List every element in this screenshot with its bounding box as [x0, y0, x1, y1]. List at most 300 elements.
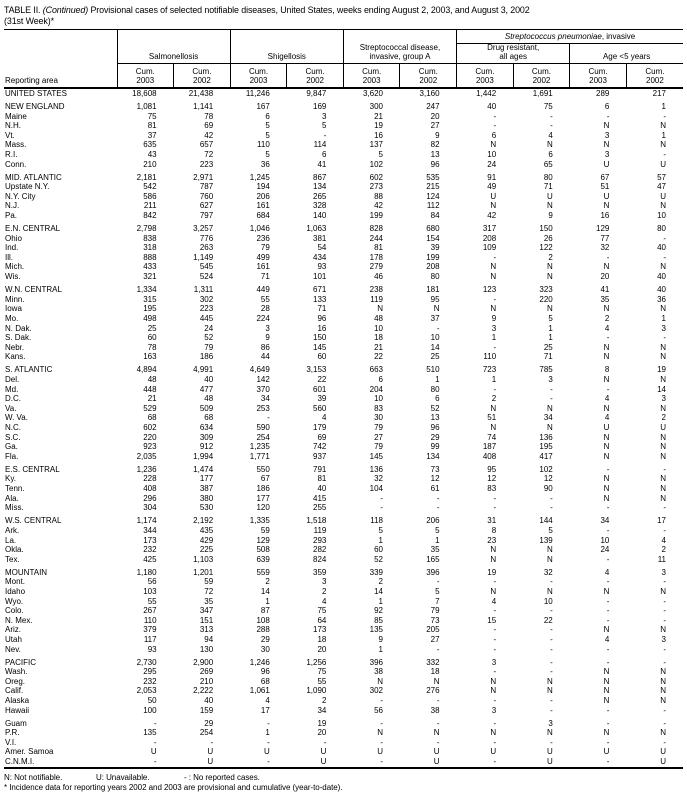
- value-cell: -: [663, 111, 666, 121]
- value-cell: N: [660, 686, 666, 696]
- value-cell: 23: [487, 535, 497, 545]
- value-cell: 20: [317, 644, 327, 654]
- table-row: [4, 253, 683, 263]
- value-cell: 508: [256, 545, 270, 555]
- value-cell: 11: [657, 554, 666, 564]
- value-cell: 84: [430, 211, 440, 220]
- value-cell: 4: [604, 413, 610, 423]
- value-cell: U: [150, 747, 157, 757]
- value-cell: N: [603, 493, 610, 503]
- table-row: [4, 516, 683, 526]
- reporting-area-cell: PACIFIC: [5, 657, 36, 667]
- table-row: [4, 272, 683, 282]
- value-cell: 206: [256, 191, 270, 201]
- value-cell: 49: [487, 182, 497, 192]
- value-cell: 68: [147, 413, 157, 423]
- value-cell: -: [493, 384, 497, 394]
- value-cell: 7: [435, 596, 440, 606]
- value-cell: 117: [143, 634, 157, 644]
- value-cell: 48: [204, 394, 214, 404]
- table-row: [4, 686, 683, 696]
- reporting-area-cell: Wyo.: [5, 596, 24, 606]
- value-cell: -: [153, 718, 157, 728]
- value-cell: 204: [369, 384, 383, 394]
- value-cell: 46: [374, 272, 383, 282]
- table-title-line1: TABLE II. (Continued) Provisional cases of selected notifiable diseases, United States, weeks ending August 2, 2003, and August 3, 2002: [4, 5, 530, 15]
- value-cell: -: [550, 644, 553, 654]
- value-cell: -: [606, 757, 610, 767]
- value-cell: 3,153: [306, 365, 327, 375]
- table-row: [4, 706, 683, 716]
- value-cell: 838: [143, 233, 157, 243]
- value-cell: -: [493, 644, 497, 654]
- value-cell: 3,257: [193, 224, 214, 234]
- value-cell: N: [490, 140, 497, 150]
- reporting-area-cell: Mass.: [5, 140, 27, 150]
- value-cell: 4: [321, 413, 327, 423]
- value-cell: -: [380, 493, 383, 503]
- value-cell: 40: [657, 243, 666, 253]
- value-cell: 477: [199, 384, 214, 394]
- value-cell: 842: [143, 211, 157, 220]
- value-cell: 34: [260, 394, 270, 404]
- value-cell: 1,063: [306, 224, 327, 234]
- table-row: [4, 160, 683, 170]
- value-cell: 55: [260, 294, 270, 304]
- table-row: [4, 645, 683, 655]
- value-cell: 684: [256, 211, 270, 220]
- value-cell: -: [663, 252, 666, 262]
- value-cell: 93: [317, 262, 327, 272]
- cum-column-header: Cum. 2002: [174, 64, 231, 88]
- table-row: [4, 545, 683, 555]
- table-row: [4, 343, 683, 353]
- value-cell: 602: [369, 172, 383, 182]
- value-cell: 38: [374, 667, 383, 677]
- value-cell: 42: [487, 211, 497, 220]
- value-cell: 590: [256, 422, 270, 432]
- value-cell: -: [210, 737, 214, 747]
- value-cell: 387: [199, 484, 214, 494]
- value-cell: 109: [482, 243, 497, 253]
- value-cell: 1,246: [249, 657, 270, 667]
- reporting-area-cell: Amer. Samoa: [5, 747, 54, 757]
- value-cell: 1,474: [193, 464, 214, 474]
- value-cell: N: [490, 545, 497, 555]
- value-cell: 136: [369, 464, 383, 474]
- value-cell: 224: [256, 313, 270, 323]
- value-cell: 96: [260, 667, 270, 677]
- value-cell: -: [606, 737, 610, 747]
- value-cell: 6: [491, 130, 497, 140]
- reporting-area-cell: NEW ENGLAND: [5, 101, 65, 111]
- value-cell: 144: [539, 516, 553, 526]
- table-row: [4, 211, 683, 221]
- notifiable-diseases-table: [4, 29, 683, 768]
- value-cell: 40: [657, 272, 666, 282]
- value-cell: 75: [543, 101, 553, 111]
- value-cell: 57: [657, 172, 666, 182]
- value-cell: 247: [426, 101, 440, 111]
- value-cell: 51: [487, 413, 497, 423]
- value-cell: 22: [317, 375, 327, 384]
- value-cell: -: [493, 606, 497, 616]
- value-cell: 18,608: [132, 88, 157, 98]
- value-cell: N: [660, 442, 666, 452]
- value-cell: 91: [487, 172, 497, 182]
- value-cell: 60: [317, 352, 327, 362]
- value-cell: 1,771: [249, 451, 270, 461]
- value-cell: 79: [430, 606, 440, 616]
- value-cell: 429: [199, 535, 214, 545]
- value-cell: 72: [204, 149, 214, 159]
- cum-column-header: Cum. 2003: [343, 64, 400, 88]
- value-cell: N: [603, 403, 610, 413]
- value-cell: N: [377, 304, 383, 314]
- value-cell: -: [550, 394, 553, 404]
- value-cell: -: [606, 705, 610, 715]
- value-cell: 379: [143, 625, 157, 635]
- value-cell: 524: [199, 272, 214, 282]
- value-cell: 530: [199, 503, 214, 513]
- value-cell: 80: [657, 224, 666, 234]
- value-cell: -: [267, 413, 270, 423]
- value-cell: 4: [321, 596, 327, 606]
- reporting-area-cell: Fla.: [5, 451, 19, 461]
- value-cell: 2,971: [193, 172, 214, 182]
- value-cell: 1,141: [193, 101, 214, 111]
- value-cell: 21: [374, 111, 383, 121]
- value-cell: -: [663, 503, 666, 513]
- value-cell: 9: [265, 333, 270, 343]
- value-cell: -: [663, 718, 666, 728]
- table-row: [4, 333, 683, 343]
- value-cell: 220: [143, 432, 157, 442]
- value-cell: 71: [543, 352, 553, 362]
- table-row: [4, 606, 683, 616]
- value-cell: 19: [657, 365, 666, 375]
- value-cell: 867: [313, 172, 327, 182]
- value-cell: N: [603, 696, 610, 705]
- reporting-area-cell: N.J.: [5, 201, 20, 211]
- value-cell: N: [546, 272, 553, 282]
- value-cell: 223: [199, 159, 214, 169]
- value-cell: 289: [596, 88, 610, 98]
- value-cell: 41: [317, 159, 327, 169]
- value-cell: 30: [260, 644, 270, 654]
- reporting-area-cell: Ohio: [5, 233, 22, 243]
- value-cell: 68: [204, 413, 214, 423]
- value-cell: 114: [313, 140, 327, 150]
- value-cell: 1: [378, 644, 383, 654]
- reporting-area-cell: Ky.: [5, 474, 16, 484]
- value-cell: 83: [374, 403, 383, 413]
- value-cell: 29: [260, 634, 270, 644]
- value-cell: -: [493, 757, 497, 767]
- value-cell: 103: [143, 586, 157, 596]
- value-cell: 937: [313, 451, 327, 461]
- value-cell: 64: [317, 615, 327, 625]
- table-title-line2: (31st Week)*: [4, 15, 54, 26]
- value-cell: 81: [374, 243, 383, 253]
- value-cell: -: [436, 577, 440, 587]
- value-cell: N: [660, 451, 666, 461]
- value-cell: -: [493, 634, 497, 644]
- value-cell: 295: [143, 667, 157, 677]
- table-row: [4, 243, 683, 253]
- value-cell: -: [323, 737, 327, 747]
- reporting-area-cell: Calif.: [5, 686, 24, 696]
- reporting-area-cell: Md.: [5, 384, 19, 394]
- value-cell: 663: [369, 365, 383, 375]
- value-cell: 4: [548, 130, 553, 140]
- value-cell: 112: [426, 201, 440, 211]
- reporting-area-cell: Conn.: [5, 159, 27, 169]
- value-cell: N: [603, 667, 610, 677]
- value-cell: U: [603, 422, 610, 432]
- value-cell: 6: [265, 111, 270, 121]
- value-cell: 5: [435, 586, 440, 596]
- cum-column-header: Cum. 2002: [626, 64, 683, 88]
- table-row: [4, 757, 683, 768]
- reporting-area-cell: W.S. CENTRAL: [5, 516, 62, 526]
- value-cell: 135: [369, 625, 383, 635]
- value-cell: 1: [435, 375, 440, 384]
- table-row: [4, 719, 683, 729]
- value-cell: 12: [487, 474, 497, 484]
- value-cell: 60: [147, 333, 157, 343]
- value-cell: 79: [204, 342, 214, 352]
- value-cell: -: [550, 625, 553, 635]
- table-row: [4, 150, 683, 160]
- value-cell: N: [603, 728, 610, 738]
- value-cell: 47: [657, 182, 666, 192]
- value-cell: N: [603, 201, 610, 211]
- value-cell: 134: [313, 182, 327, 192]
- value-cell: N: [660, 140, 666, 150]
- value-cell: 18: [430, 667, 440, 677]
- reporting-area-cell: Wash.: [5, 667, 28, 677]
- value-cell: 119: [370, 294, 383, 304]
- value-cell: 145: [369, 451, 383, 461]
- table-row: [4, 112, 683, 122]
- value-cell: 54: [317, 243, 327, 253]
- value-cell: 78: [147, 342, 157, 352]
- value-cell: 20: [430, 111, 440, 121]
- value-cell: 145: [313, 342, 327, 352]
- value-cell: 140: [313, 211, 327, 220]
- value-cell: 38: [430, 705, 440, 715]
- value-cell: 332: [426, 657, 440, 667]
- value-cell: 1,518: [306, 516, 327, 526]
- value-cell: 293: [313, 535, 327, 545]
- value-cell: U: [660, 757, 666, 767]
- reporting-area-cell: S.C.: [5, 432, 21, 442]
- value-cell: 10: [374, 394, 383, 404]
- value-cell: 6: [378, 375, 383, 384]
- value-cell: 267: [143, 606, 157, 616]
- value-cell: N: [660, 432, 666, 442]
- value-cell: N: [377, 676, 383, 686]
- reporting-area-cell: Ark.: [5, 525, 20, 535]
- value-cell: 5: [548, 525, 553, 535]
- value-cell: U: [546, 191, 553, 201]
- value-cell: U: [433, 757, 440, 767]
- value-cell: 1,245: [249, 172, 270, 182]
- value-cell: 760: [199, 191, 214, 201]
- value-cell: 279: [369, 262, 383, 272]
- table-row: [4, 324, 683, 334]
- value-cell: 39: [317, 394, 327, 404]
- value-cell: 72: [204, 586, 214, 596]
- value-cell: 139: [539, 535, 553, 545]
- value-cell: 12: [543, 474, 553, 484]
- reporting-area-cell: R.I.: [5, 149, 18, 159]
- reporting-area-cell: UNITED STATES: [5, 88, 67, 98]
- value-cell: 27: [430, 121, 440, 131]
- value-cell: 208: [482, 233, 497, 243]
- value-cell: 2: [321, 696, 327, 705]
- value-cell: 359: [313, 567, 327, 577]
- value-cell: 78: [204, 111, 214, 121]
- value-cell: 42: [374, 201, 383, 211]
- value-cell: 21,438: [188, 88, 214, 98]
- value-cell: 173: [313, 625, 327, 635]
- value-cell: 36: [657, 294, 666, 304]
- value-cell: 13: [430, 149, 440, 159]
- value-cell: 205: [426, 625, 440, 635]
- value-cell: 179: [313, 422, 327, 432]
- value-cell: 3: [604, 149, 610, 159]
- value-cell: -: [550, 634, 553, 644]
- value-cell: 82: [430, 140, 440, 150]
- value-cell: 529: [143, 403, 157, 413]
- value-cell: 99: [430, 442, 440, 452]
- value-cell: N: [546, 422, 553, 432]
- value-cell: 81: [147, 121, 157, 131]
- value-cell: 69: [317, 432, 327, 442]
- value-cell: 1,174: [136, 516, 157, 526]
- value-cell: 161: [256, 262, 270, 272]
- value-cell: 1: [435, 535, 440, 545]
- value-cell: 1,256: [306, 657, 327, 667]
- value-cell: 30: [374, 413, 383, 423]
- value-cell: 445: [199, 313, 214, 323]
- value-cell: 2,222: [193, 686, 214, 696]
- value-cell: 28: [260, 304, 270, 314]
- value-cell: N: [546, 140, 553, 150]
- value-cell: 1,201: [193, 567, 214, 577]
- value-cell: 90: [543, 484, 553, 494]
- table-row: [4, 394, 683, 404]
- value-cell: 32: [600, 243, 610, 253]
- value-cell: 14: [657, 384, 666, 394]
- value-cell: 5: [435, 525, 440, 535]
- value-cell: 67: [260, 474, 270, 484]
- salmonellosis-group-header: Salmonellosis: [117, 30, 230, 64]
- value-cell: 3: [491, 323, 497, 333]
- value-cell: 199: [426, 252, 440, 262]
- value-cell: 559: [256, 567, 270, 577]
- value-cell: 27: [430, 634, 440, 644]
- table-row: [4, 747, 683, 757]
- value-cell: N: [546, 545, 553, 555]
- value-cell: 627: [199, 201, 214, 211]
- value-cell: 18: [317, 634, 327, 644]
- value-cell: -: [436, 323, 440, 333]
- value-cell: 635: [143, 140, 157, 150]
- reporting-area-cell: V.I.: [5, 737, 17, 747]
- value-cell: -: [663, 464, 666, 474]
- value-cell: 17: [260, 705, 270, 715]
- value-cell: -: [550, 606, 553, 616]
- value-cell: 71: [260, 272, 270, 282]
- value-cell: 425: [143, 554, 157, 564]
- reporting-area-cell: Mont.: [5, 577, 26, 587]
- value-cell: 95: [487, 464, 497, 474]
- value-cell: 41: [600, 285, 610, 295]
- value-cell: N: [603, 140, 610, 150]
- value-cell: 3: [548, 718, 553, 728]
- value-cell: 48: [147, 375, 157, 384]
- value-cell: U: [546, 757, 553, 767]
- value-cell: N: [603, 352, 610, 362]
- value-cell: 75: [317, 667, 327, 677]
- value-cell: 29: [430, 432, 440, 442]
- table-header: [4, 30, 683, 88]
- legend-not-notifiable: N: Not notifiable.: [4, 772, 63, 782]
- value-cell: N: [490, 201, 497, 211]
- value-cell: 110: [143, 615, 157, 625]
- value-cell: 1,236: [136, 464, 157, 474]
- value-cell: 302: [199, 294, 214, 304]
- value-cell: N: [660, 304, 666, 314]
- value-cell: 14: [374, 586, 383, 596]
- value-cell: 344: [143, 525, 157, 535]
- value-cell: 29: [204, 718, 214, 728]
- reporting-area-cell: N. Dak.: [5, 323, 32, 333]
- value-cell: -: [493, 737, 497, 747]
- value-cell: 68: [260, 676, 270, 686]
- value-cell: 381: [313, 233, 327, 243]
- value-cell: 25: [147, 323, 157, 333]
- value-cell: -: [606, 577, 610, 587]
- value-cell: 323: [539, 285, 553, 295]
- footnotes: [4, 773, 683, 793]
- reporting-area-cell: La.: [5, 535, 17, 545]
- value-cell: -: [267, 737, 270, 747]
- value-cell: 20: [317, 728, 327, 738]
- value-cell: 657: [199, 140, 214, 150]
- value-cell: 2,730: [136, 657, 157, 667]
- value-cell: 797: [199, 211, 214, 220]
- value-cell: 1,334: [136, 285, 157, 295]
- value-cell: 269: [199, 667, 214, 677]
- value-cell: U: [660, 422, 666, 432]
- value-cell: 10: [430, 333, 440, 343]
- value-cell: 65: [543, 159, 553, 169]
- value-cell: 44: [260, 352, 270, 362]
- value-cell: N: [546, 554, 553, 564]
- value-cell: -: [153, 737, 157, 747]
- value-cell: 9: [548, 211, 553, 220]
- value-cell: -: [380, 757, 383, 767]
- value-cell: -: [550, 121, 553, 131]
- value-cell: 3: [491, 705, 497, 715]
- value-cell: -: [436, 737, 440, 747]
- value-cell: 4: [661, 535, 666, 545]
- value-cell: 300: [369, 101, 383, 111]
